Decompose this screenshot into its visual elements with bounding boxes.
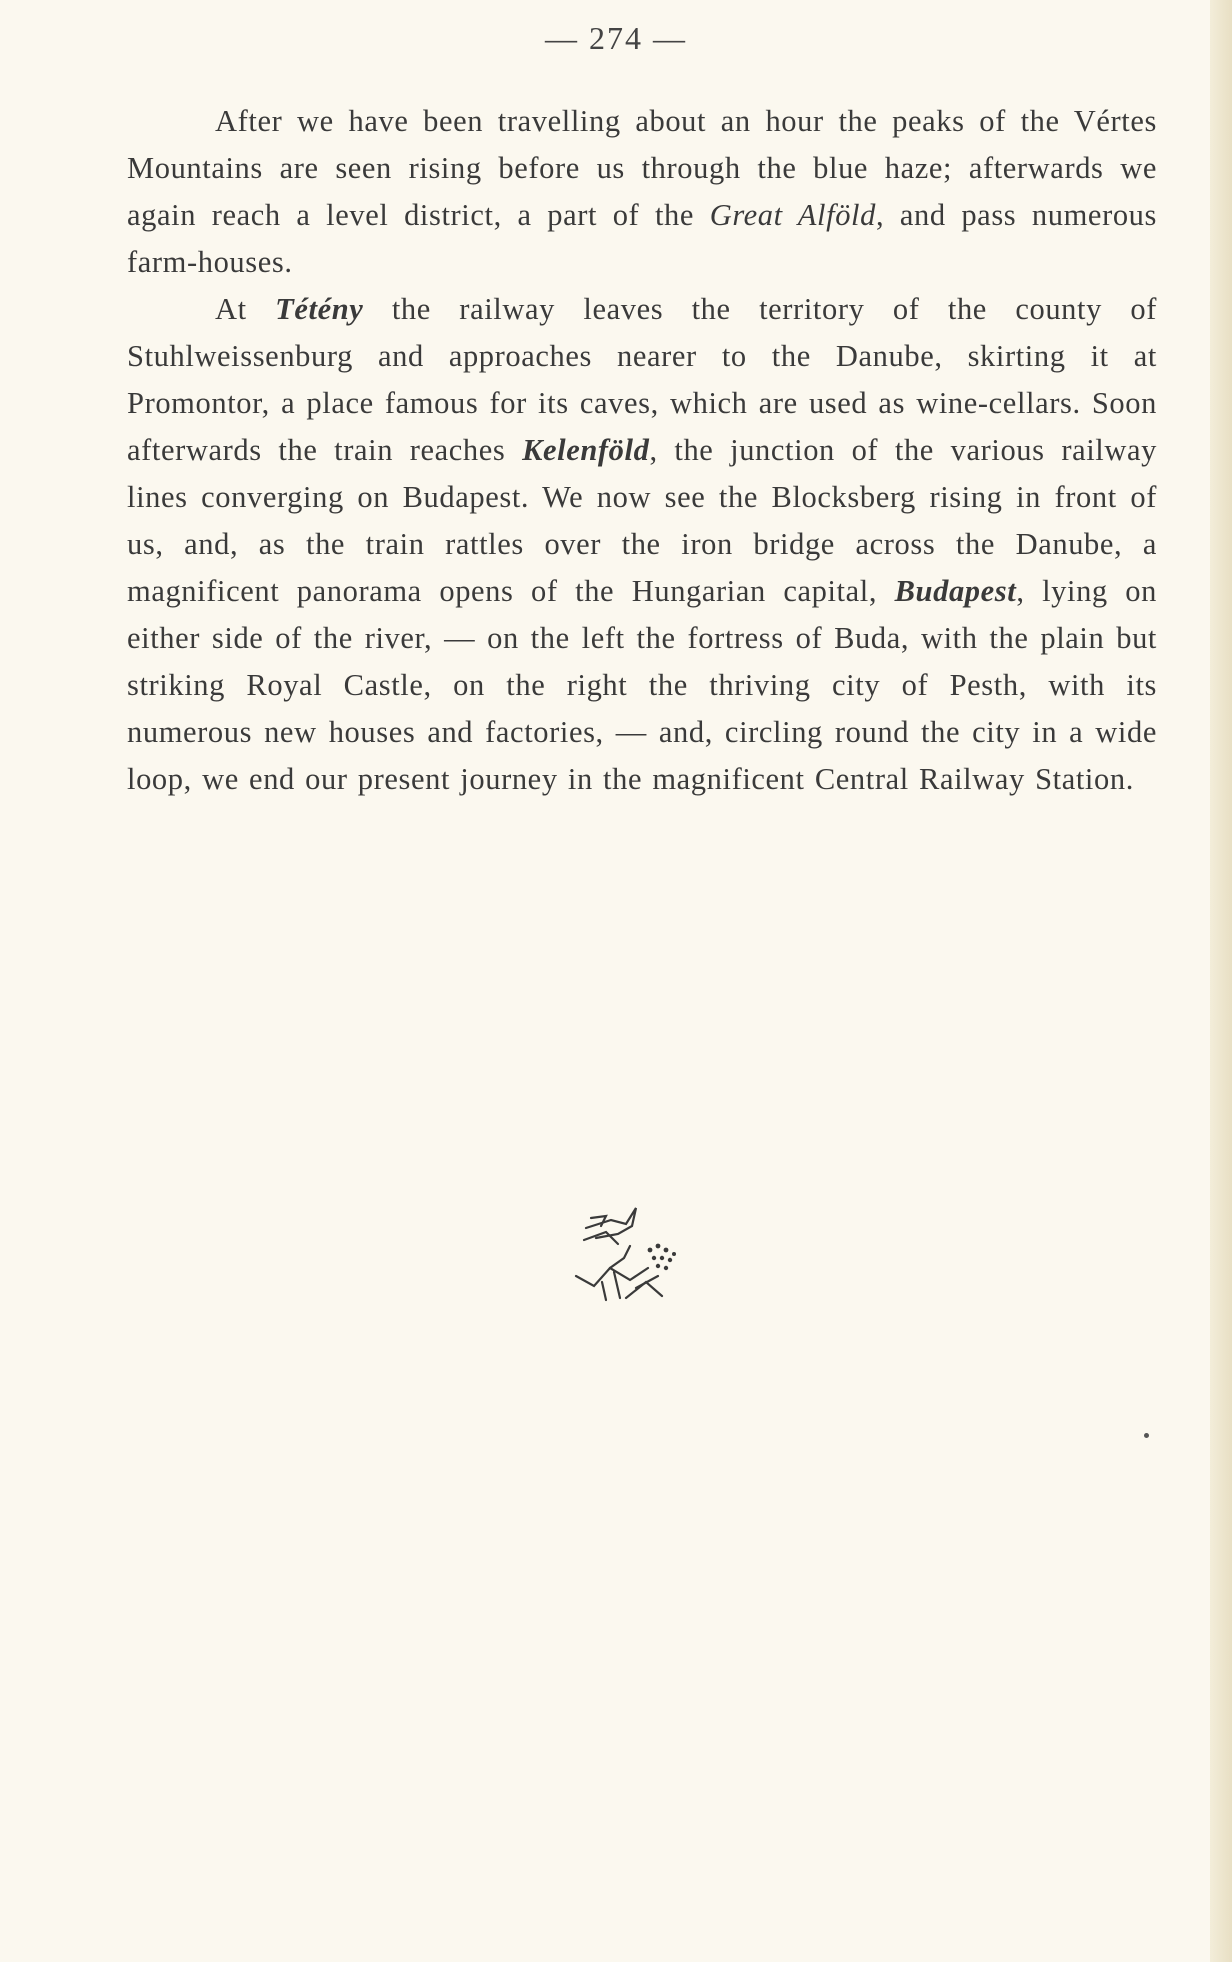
paragraph-2-text-1: At — [215, 292, 276, 326]
emphasis-great-alfold: Great Alföld — [709, 198, 876, 232]
paragraph-1-text-after: , and pass numerous farm-houses. — [127, 198, 1157, 279]
paragraph-1 — [127, 98, 1157, 286]
page-number: — 274 — — [545, 20, 687, 56]
emphasis-budapest: Budapest — [894, 574, 1017, 608]
emphasis-kelenfold: Kelenföld — [522, 433, 650, 467]
paragraph-2-text-3: , the junction of the various railway lines converging on Budapest. We now see the Blocksberg rising in front of us, and, as the train rattles over the iron bridge across the Danube, a magnificent panorama opens of the Hungarian capital, — [127, 433, 1157, 608]
emphasis-teteny: Tétény — [275, 292, 364, 326]
page-edge — [1210, 0, 1232, 1962]
paragraph-2-text-2: the railway leaves the territory of the county of Stuhlweissenburg and approaches nearer to the Danube, skirting it at Promontor, a place famous for its caves, which are used as wine-cellars. Soon afterwards the train reaches — [127, 292, 1157, 467]
body-text — [127, 98, 1157, 803]
paragraph-2 — [127, 286, 1157, 803]
paragraph-2-text-4: , lying on either side of the river, — on the left the fortress of Buda, with the plain but striking Royal Castle, on the right the thriving city of Pesth, with its numerous new houses and factories, — and, circling round the city in a wide loop, we end our present journey in the magnificent Central Railway Station. — [127, 574, 1157, 796]
floral-ornament-icon — [566, 1198, 706, 1308]
paragraph-1-text: After we have been travelling about an hour the peaks of the Vértes Mountains are seen rising before us through the blue haze; afterwards we again reach a level district, a part of the — [127, 104, 1157, 232]
ink-speck — [1144, 1433, 1149, 1438]
